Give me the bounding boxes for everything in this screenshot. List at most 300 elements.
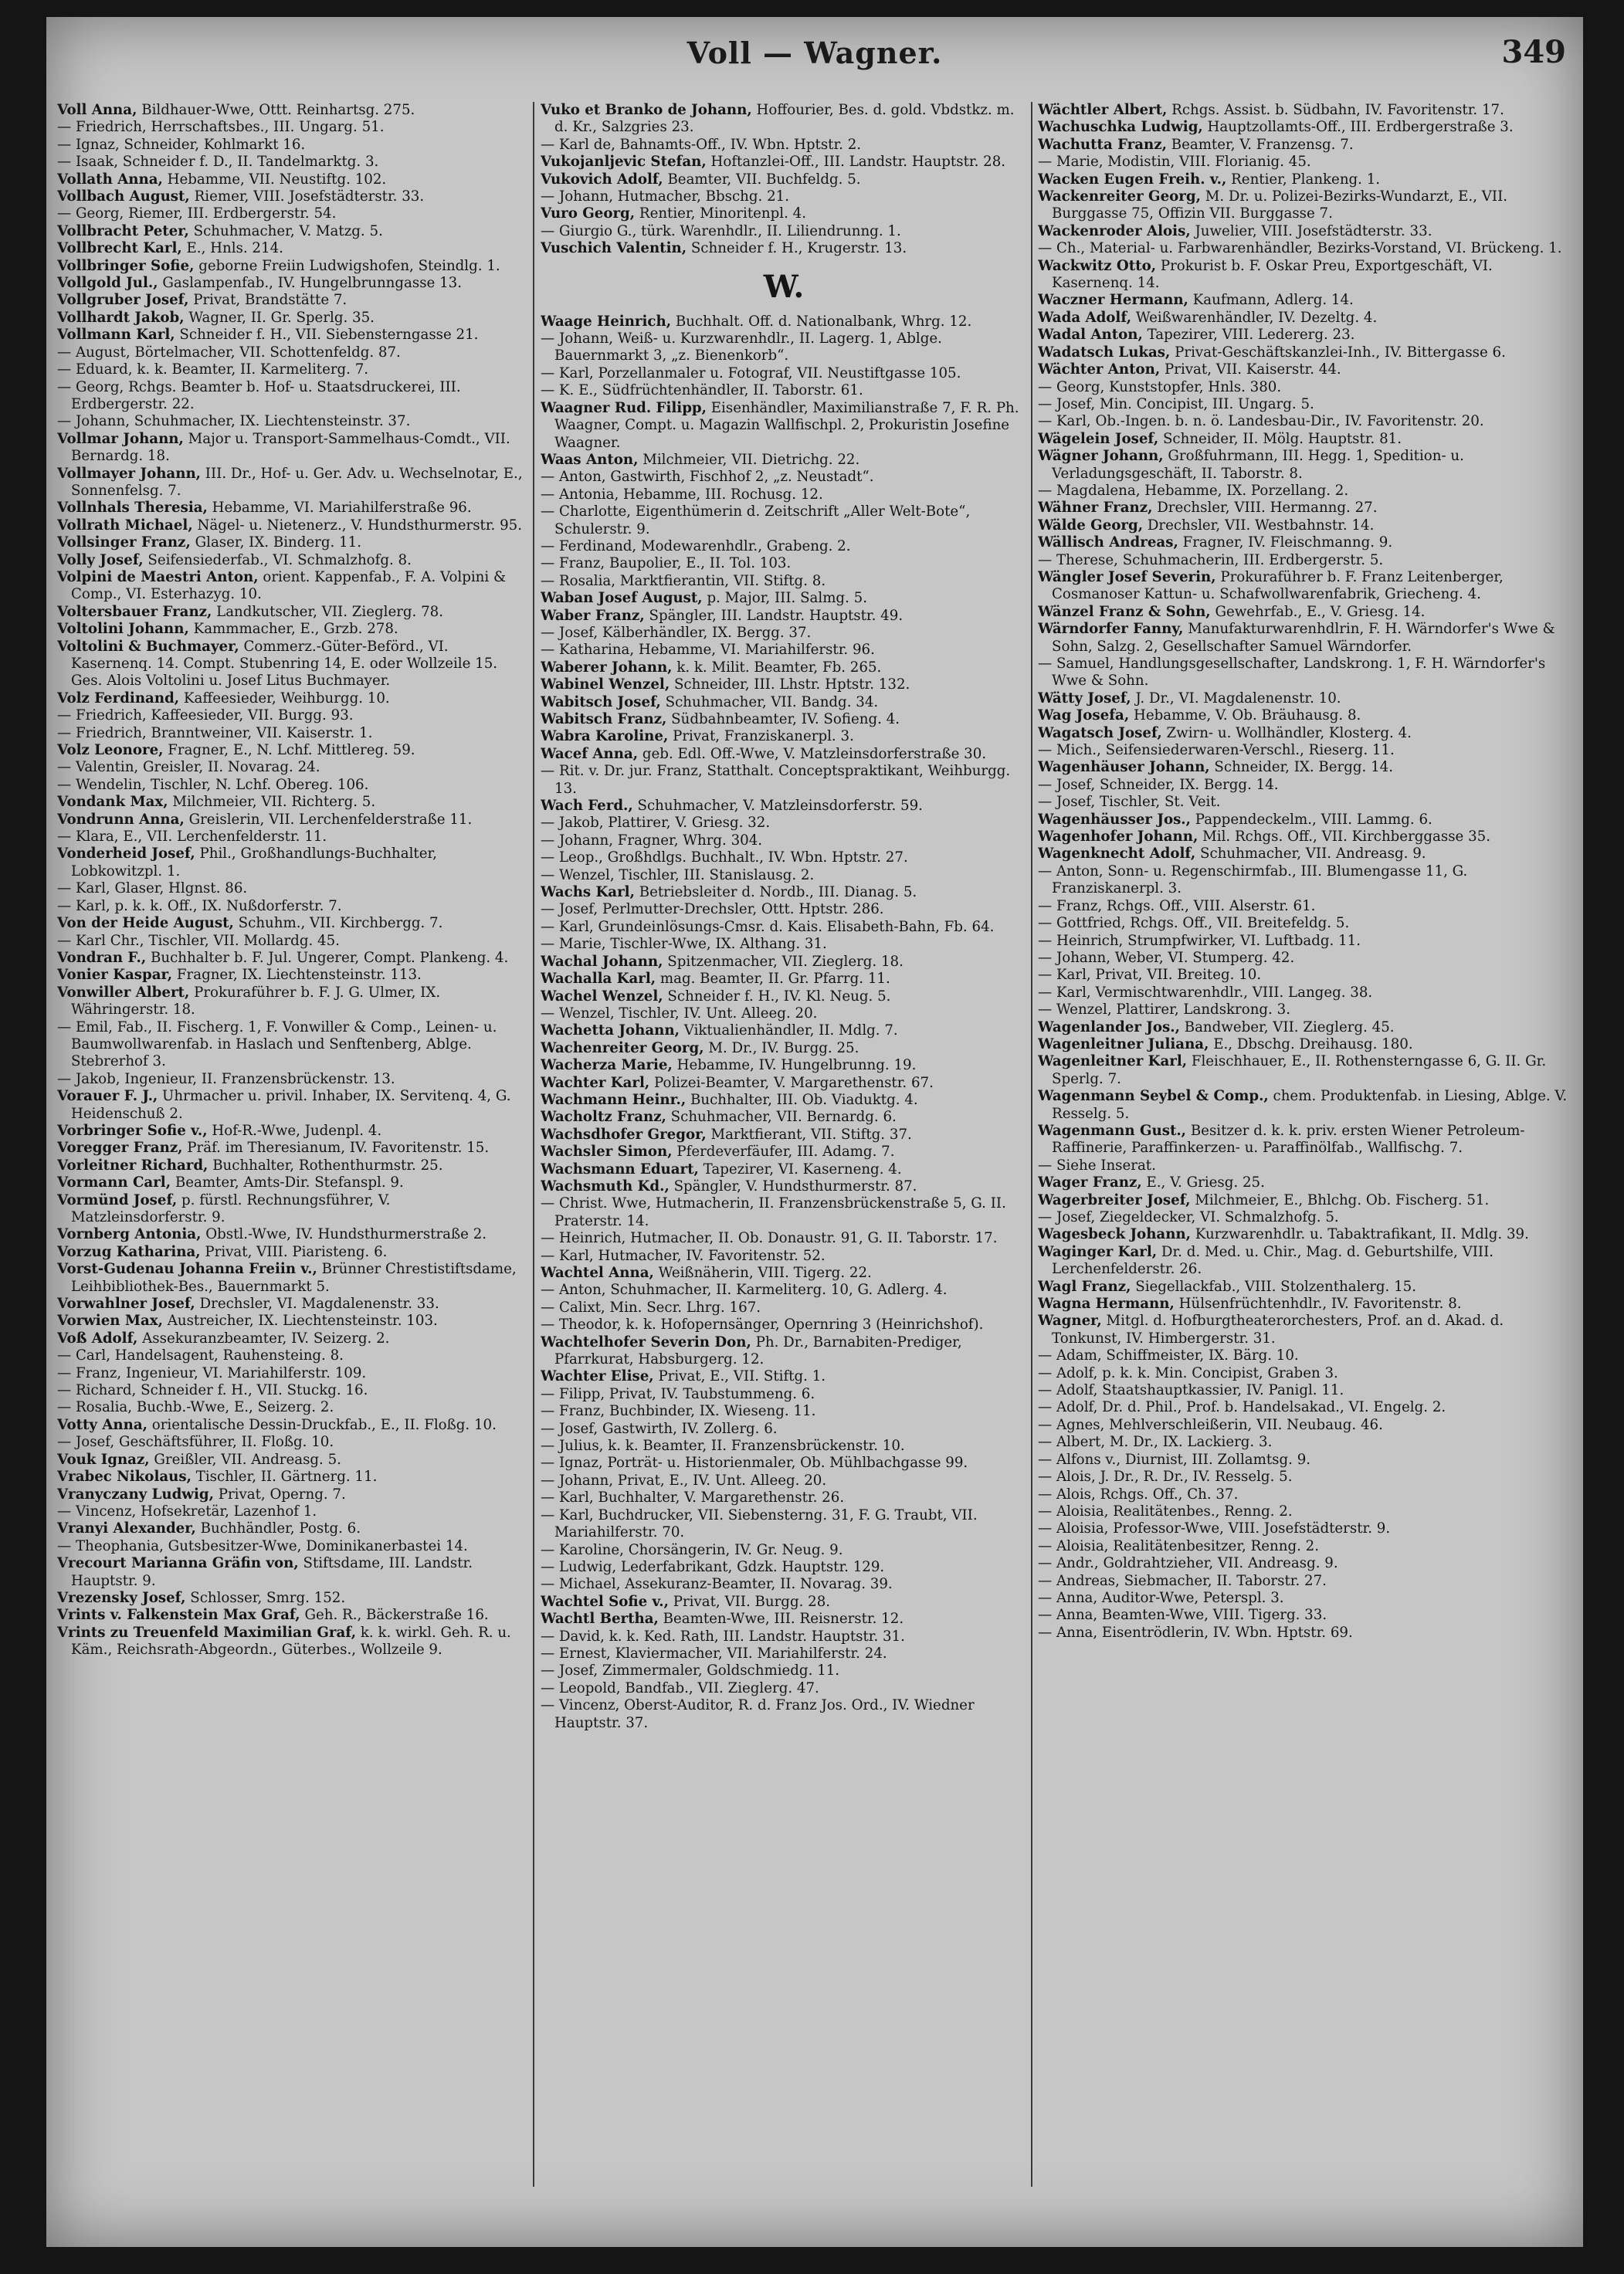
directory-entry xyxy=(57,1123,530,1140)
directory-entry xyxy=(541,711,1027,728)
directory-entry xyxy=(1038,1503,1572,1520)
directory-entry xyxy=(541,1594,1027,1611)
entry-details: Assekuranzbeamter, IV. Seizerg. 2. xyxy=(142,1330,390,1347)
entry-details: Ph. Dr., Barnabiten-Prediger, Pfarrkurat, Habsburgerg. 12. xyxy=(554,1334,962,1368)
entry-name: Vrints v. Falkenstein Max Graf, xyxy=(57,1607,300,1624)
entry-details: Eisenhändler, Maximilianstraße 7, F. R. Ph. Waagner, Compt. u. Magazin Wallfischpl. 2, Prokuristin Josefine Waagner. xyxy=(554,399,1019,451)
page-title: Voll — Wagner. xyxy=(687,36,943,70)
directory-entry xyxy=(541,452,1027,469)
entry-details: — Richard, Schneider f. H., VII. Stuckg. 16. xyxy=(57,1382,368,1399)
entry-name: Wackwitz Otto, xyxy=(1038,257,1157,274)
entry-details: — Ch., Material- u. Farbwarenhändler, Bezirks-Vorstand, VI. Brückeng. 1. xyxy=(1038,240,1562,257)
directory-entry xyxy=(541,746,1027,763)
directory-entry xyxy=(541,884,1027,901)
directory-entry xyxy=(1038,1555,1572,1572)
entry-details: — Franz, Buchbinder, IX. Wieseng. 11. xyxy=(541,1403,816,1420)
directory-entry xyxy=(1038,1157,1572,1174)
entry-details: Landkutscher, VII. Zieglerg. 78. xyxy=(216,603,444,620)
directory-entry xyxy=(541,469,1027,486)
entry-details: — Albert, M. Dr., IX. Lackierg. 3. xyxy=(1038,1434,1273,1451)
entry-name: Wachtelhofer Severin Don, xyxy=(541,1334,751,1351)
entry-details: Commerz.-Güter-Beförd., VI. Kasernenq. 14. Compt. Stubenring 14, E. oder Wollzeile 15. Ges. Alois Voltolini u. Josef Litus Buchmayer. xyxy=(71,638,498,690)
entry-name: Wag Josefa, xyxy=(1038,707,1130,724)
entry-name: Wächter Anton, xyxy=(1038,361,1161,378)
entry-name: Wabitsch Franz, xyxy=(541,711,667,727)
entry-details: Schuhmacher, VII. Bandg. 34. xyxy=(665,693,879,710)
entry-details: — Vincenz, Oberst-Auditor, R. d. Franz Jos. Ord., IV. Wiedner Hauptstr. 37. xyxy=(541,1697,975,1731)
entry-details: Spitzenmacher, VII. Zieglerg. 18. xyxy=(667,953,904,970)
directory-entry xyxy=(1038,500,1572,517)
entry-name: Wagenhofer Johann, xyxy=(1038,829,1199,846)
entry-details: — Anna, Beamten-Wwe, VIII. Tigerg. 33. xyxy=(1038,1607,1327,1624)
directory-entry xyxy=(541,382,1027,399)
entry-details: E., Dbschg. Dreihausg. 180. xyxy=(1213,1035,1413,1052)
entry-name: Vouk Ignaz, xyxy=(57,1451,150,1468)
entry-details: Major u. Transport-Sammelhaus-Comdt., VII. Bernardg. 18. xyxy=(71,430,510,465)
directory-entry xyxy=(541,1438,1027,1455)
entry-details: Großfuhrmann, III. Hegg. 1, Spedition- u. Verladungsgeschäft, II. Taborstr. 8. xyxy=(1052,448,1464,482)
directory-entry xyxy=(1038,119,1572,136)
entry-details: Milchmeier, VII. Richterg. 5. xyxy=(172,794,376,811)
entry-details: Glaser, IX. Binderg. 11. xyxy=(195,534,361,551)
entry-name: Waber Franz, xyxy=(541,607,645,624)
entry-name: Vollath Anna, xyxy=(57,171,163,188)
entry-name: Wachsmann Eduart, xyxy=(541,1161,699,1178)
directory-column-1 xyxy=(57,102,530,2218)
directory-entry xyxy=(1038,431,1572,448)
entry-name: Wächtler Albert, xyxy=(1038,102,1168,118)
directory-entry xyxy=(1038,327,1572,344)
entry-details: Kaufmann, Adlerg. 14. xyxy=(1192,292,1354,309)
directory-entry xyxy=(541,1075,1027,1092)
entry-name: Vollrath Michael, xyxy=(57,517,193,534)
entry-name: Voß Adolf, xyxy=(57,1330,138,1347)
directory-entry xyxy=(1038,361,1572,378)
entry-name: Wachtl Bertha, xyxy=(541,1611,659,1628)
entry-details: Kammmacher, E., Grzb. 278. xyxy=(193,621,398,638)
entry-details: — Friedrich, Branntweiner, VII. Kaiserstr. 1. xyxy=(57,724,373,741)
directory-entry xyxy=(57,1503,530,1520)
directory-entry xyxy=(541,1697,1027,1732)
entry-details: — Adolf, Staatshauptkassier, IV. Panigl. 11. xyxy=(1038,1382,1344,1399)
entry-details: Südbahnbeamter, IV. Sofieng. 4. xyxy=(671,711,900,727)
directory-entry xyxy=(1038,483,1572,500)
entry-details: — Ignaz, Porträt- u. Historienmaler, Ob. Mühlbachgasse 99. xyxy=(541,1455,968,1472)
entry-details: Hebamme, VII. Neustiftg. 102. xyxy=(167,171,387,188)
directory-entry xyxy=(541,223,1027,240)
entry-details: Greislerin, VII. Lerchenfelderstraße 11. xyxy=(188,811,473,828)
entry-details: Polizei-Beamter, V. Margarethenstr. 67. xyxy=(654,1074,934,1091)
entry-details: Beamter, VII. Buchfeldg. 5. xyxy=(667,171,861,188)
directory-entry xyxy=(541,1265,1027,1282)
directory-entry xyxy=(1038,1192,1572,1209)
entry-name: Waagner Rud. Filipp, xyxy=(541,399,707,416)
entry-details: — Georg, Kunststopfer, Hnls. 380. xyxy=(1038,378,1282,395)
entry-details: — Josef, Min. Concipist, III. Ungarg. 5. xyxy=(1038,395,1314,412)
entry-name: Voltersbauer Franz, xyxy=(57,603,212,620)
entry-name: Vranyczany Ludwig, xyxy=(57,1486,214,1503)
entry-details: — Andr., Goldrahtzieher, VII. Andreasg. 9. xyxy=(1038,1555,1338,1572)
entry-name: Voltolini & Buchmayer, xyxy=(57,638,239,655)
directory-entry xyxy=(57,1071,530,1088)
entry-details: Milchmeier, VII. Dietrichg. 22. xyxy=(642,451,860,468)
directory-entry xyxy=(1038,223,1572,240)
entry-details: Phil., Großhandlungs-Buchhalter, Lobkowitzpl. 1. xyxy=(71,846,437,879)
directory-entry xyxy=(1038,1625,1572,1642)
directory-entry xyxy=(1038,1607,1572,1624)
entry-details: Tapezirer, VI. Kaserneng. 4. xyxy=(703,1161,902,1178)
entry-details: — Emil, Fab., II. Fischerg. 1, F. Vonwiller & Comp., Leinen- u. Baumwollwarenfab. in Haslach und Senftenberg, Ablge. Stebrerhof 3. xyxy=(57,1018,497,1070)
entry-details: — Julius, k. k. Beamter, II. Franzensbrückenstr. 10. xyxy=(541,1438,905,1455)
entry-name: Wada Adolf, xyxy=(1038,309,1132,326)
entry-details: — Leopold, Bandfab., VII. Zieglerg. 47. xyxy=(541,1679,819,1696)
entry-details: — Ferdinand, Modewarenhdlr., Grabeng. 2. xyxy=(541,537,851,554)
directory-entry xyxy=(541,1300,1027,1317)
directory-entry xyxy=(57,188,530,205)
page-header xyxy=(46,31,1583,77)
entry-name: Wägelein Josef, xyxy=(1038,430,1159,447)
entry-name: Vrezensky Josef, xyxy=(57,1589,186,1606)
directory-entry xyxy=(541,1161,1027,1178)
entry-details: Fleischhauer, E., II. Rothensterngasse 6, G. II. Gr. Sperlg. 7. xyxy=(1052,1053,1547,1087)
entry-name: Vormünd Josef, xyxy=(57,1191,178,1208)
directory-entry xyxy=(541,728,1027,745)
entry-details: Viktualienhändler, II. Mdlg. 7. xyxy=(683,1022,898,1039)
directory-entry xyxy=(57,846,530,880)
directory-entry xyxy=(541,240,1027,257)
entry-details: Nägel- u. Nietenerz., V. Hundsthurmerstr. 95. xyxy=(197,517,523,534)
entry-name: Wägner Johann, xyxy=(1038,448,1164,465)
entry-details: Schneider f. H., IV. Kl. Neug. 5. xyxy=(667,988,891,1005)
entry-details: — Jakob, Ingenieur, II. Franzensbrückenstr. 13. xyxy=(57,1070,395,1087)
entry-name: Vorleitner Richard, xyxy=(57,1157,209,1174)
entry-details: Schuhmacher, VII. Andreasg. 9. xyxy=(1200,846,1426,862)
directory-entry xyxy=(57,967,530,984)
directory-entry xyxy=(1038,1347,1572,1364)
entry-details: — Katharina, Hebamme, VI. Mariahilferstr. 96. xyxy=(541,642,875,659)
entry-details: Milchmeier, E., Bhlchg. Ob. Fischerg. 51. xyxy=(1195,1191,1490,1208)
entry-details: Dr. d. Med. u. Chir., Mag. d. Geburtshilfe, VIII. Lerchenfelderstr. 26. xyxy=(1052,1243,1494,1278)
entry-details: E., V. Griesg. 25. xyxy=(1146,1174,1265,1191)
entry-details: Fragner, IX. Liechtensteinstr. 113. xyxy=(176,967,422,984)
entry-name: Wachtel Anna, xyxy=(541,1265,654,1281)
entry-name: Wachal Johann, xyxy=(541,953,663,970)
directory-entry xyxy=(57,950,530,967)
entry-name: Vorzug Katharina, xyxy=(57,1243,201,1260)
entry-details: — Aloisia, Realitätenbes., Renng. 2. xyxy=(1038,1503,1293,1520)
directory-entry xyxy=(57,119,530,136)
directory-entry xyxy=(541,971,1027,988)
entry-details: — Franz, Baupolier, E., II. Tol. 103. xyxy=(541,555,792,572)
entry-name: Vollmayer Johann, xyxy=(57,465,201,482)
entry-details: — Karl, Buchhalter, V. Margarethenstr. 26. xyxy=(541,1489,845,1506)
entry-name: Vrecourt Marianna Gräfin von, xyxy=(57,1555,299,1572)
directory-entry xyxy=(1038,863,1572,898)
directory-entry xyxy=(541,137,1027,154)
entry-details: geborne Freiin Ludwigshofen, Steindlg. 1. xyxy=(198,257,500,274)
entry-details: — Alfons v., Diurnist, III. Zollamtsg. 9. xyxy=(1038,1451,1311,1468)
directory-entry xyxy=(541,590,1027,607)
entry-details: Brünner Chrestistiftsdame, Leihbibliothek-Bes., Bauernmarkt 5. xyxy=(71,1261,517,1295)
entry-details: Spängler, V. Hundsthurmerstr. 87. xyxy=(673,1178,917,1195)
entry-details: — Rit. v. Dr. jur. Franz, Statthalt. Conceptspraktikant, Weihburgg. 13. xyxy=(541,763,1011,797)
entry-details: Drechsler, VII. Westbahnstr. 14. xyxy=(1147,517,1375,534)
entry-details: Spängler, III. Landstr. Hauptstr. 49. xyxy=(649,607,904,624)
entry-details: Schneider f. H., Krugerstr. 13. xyxy=(690,240,907,257)
directory-entry xyxy=(57,379,530,414)
directory-entry xyxy=(541,1628,1027,1645)
entry-details: Kurzwarenhdlr. u. Tabaktrafikant, II. Mdlg. 39. xyxy=(1195,1226,1529,1243)
directory-entry xyxy=(1038,379,1572,396)
directory-entry xyxy=(57,1520,530,1537)
directory-entry xyxy=(1038,604,1572,621)
entry-details: Privat, Operng. 7. xyxy=(218,1486,346,1503)
entry-details: Hebamme, VI. Mariahilferstraße 96. xyxy=(212,500,472,517)
entry-name: Wachs Karl, xyxy=(541,884,635,901)
entry-name: Waage Heinrich, xyxy=(541,313,672,330)
directory-entry xyxy=(541,1022,1027,1039)
entry-name: Vollnhals Theresia, xyxy=(57,500,208,517)
entry-details: Rentier, Minoritenpl. 4. xyxy=(639,205,806,222)
entry-details: orientalische Dessin-Druckfab., E., II. Floßg. 10. xyxy=(151,1416,497,1433)
directory-entry xyxy=(541,763,1027,798)
directory-entry xyxy=(1038,915,1572,932)
directory-entry xyxy=(57,1417,530,1434)
entry-details: p. Major, III. Salmg. 5. xyxy=(707,590,867,607)
directory-entry xyxy=(57,517,530,534)
entry-details: Mil. Rchgs. Off., VII. Kirchberggasse 35. xyxy=(1202,829,1491,846)
entry-details: — Johann, Hutmacher, Bbschg. 21. xyxy=(541,188,790,205)
entry-details: Prokurist b. F. Oskar Preu, Exportgeschäft, VI. Kasernenq. 14. xyxy=(1052,257,1493,292)
entry-name: Wabra Karoline, xyxy=(541,728,669,745)
directory-entry xyxy=(1038,448,1572,483)
directory-entry xyxy=(57,777,530,794)
directory-entry xyxy=(1038,1244,1572,1279)
directory-entry xyxy=(1038,171,1572,188)
directory-entry xyxy=(57,1313,530,1330)
directory-entry xyxy=(57,431,530,466)
entry-name: Wälde Georg, xyxy=(1038,517,1144,534)
directory-entry xyxy=(1038,413,1572,430)
directory-entry xyxy=(541,1507,1027,1542)
entry-name: Wackenroder Alois, xyxy=(1038,222,1191,239)
entry-details: Drechsler, VIII. Hermanng. 27. xyxy=(1157,500,1378,517)
entry-details: — Antonia, Hebamme, III. Rochusg. 12. xyxy=(541,486,823,503)
directory-entry xyxy=(57,137,530,154)
directory-entry xyxy=(57,310,530,327)
directory-entry xyxy=(1038,1486,1572,1503)
entry-name: Wachmann Heinr., xyxy=(541,1091,687,1108)
directory-entry xyxy=(1038,621,1572,656)
directory-entry xyxy=(57,1226,530,1243)
entry-details: Beamter, Amts-Dir. Stefanspl. 9. xyxy=(175,1174,404,1191)
entry-details: Schlosser, Smrg. 152. xyxy=(190,1589,346,1606)
entry-details: — Andreas, Siebmacher, II. Taborstr. 27. xyxy=(1038,1572,1327,1589)
directory-entry xyxy=(57,466,530,500)
directory-entry xyxy=(1038,1174,1572,1191)
entry-details: Präf. im Theresianum, IV. Favoritenstr. 15. xyxy=(187,1140,490,1157)
entry-details: — Magdalena, Hebamme, IX. Porzellang. 2. xyxy=(1038,482,1349,499)
entry-details: Greißler, VII. Andreasg. 5. xyxy=(154,1451,341,1468)
entry-details: J. Dr., VI. Magdalenenstr. 10. xyxy=(1135,690,1341,707)
directory-entry xyxy=(541,1611,1027,1628)
entry-details: — Filipp, Privat, IV. Taubstummeng. 6. xyxy=(541,1385,815,1402)
entry-name: Vuschich Valentin, xyxy=(541,240,687,257)
entry-name: Wagatsch Josef, xyxy=(1038,724,1162,741)
directory-entry xyxy=(1038,812,1572,829)
entry-details: Schneider f. H., VII. Siebensterngasse 21. xyxy=(179,327,479,344)
entry-details: Fragner, E., N. Lchf. Mittlereg. 59. xyxy=(168,742,415,759)
entry-details: — Therese, Schuhmacherin, III. Erdbergerstr. 5. xyxy=(1038,551,1384,568)
directory-entry xyxy=(541,1576,1027,1593)
entry-details: Beamten-Wwe, III. Reisnerstr. 12. xyxy=(663,1611,904,1628)
entry-details: — Adolf, p. k. k. Min. Concipist, Graben 3. xyxy=(1038,1364,1338,1381)
directory-entry xyxy=(1038,1296,1572,1313)
directory-entry xyxy=(541,642,1027,659)
entry-details: — Karl, Privat, VII. Breiteg. 10. xyxy=(1038,967,1262,984)
entry-details: — Josef, Ziegeldecker, VI. Schmalzhofg. 5. xyxy=(1038,1209,1339,1225)
entry-details: orient. Kappenfab., F. A. Volpini & Comp., VI. Esterhazyg. 10. xyxy=(71,568,507,603)
entry-details: Buchhalt. Off. d. Nationalbank, Whrg. 12. xyxy=(675,313,972,330)
directory-entry xyxy=(541,954,1027,971)
entry-details: — Johann, Schuhmacher, IX. Liechtensteinstr. 37. xyxy=(57,413,411,430)
directory-entry xyxy=(541,1092,1027,1109)
directory-entry xyxy=(541,205,1027,222)
directory-entry xyxy=(57,1296,530,1313)
entry-details: — Wenzel, Tischler, III. Stanislausg. 2. xyxy=(541,866,815,883)
entry-details: Prokuraführer b. F. J. G. Ulmer, IX. Währingerstr. 18. xyxy=(71,984,441,1018)
directory-entry xyxy=(1038,1382,1572,1399)
entry-details: — Johann, Privat, E., IV. Unt. Alleeg. 20. xyxy=(541,1472,827,1489)
directory-entry xyxy=(541,486,1027,503)
entry-details: Bildhauer-Wwe, Ottt. Reinhartsg. 275. xyxy=(141,102,415,118)
entry-details: — August, Börtelmacher, VII. Schottenfeldg. 87. xyxy=(57,344,401,361)
directory-entry xyxy=(1038,310,1572,327)
entry-name: Vollmar Johann, xyxy=(57,430,184,447)
directory-entry xyxy=(541,1127,1027,1144)
entry-name: Wähner Franz, xyxy=(1038,500,1153,517)
entry-details: — Aloisia, Realitätenbesitzer, Renng. 2. xyxy=(1038,1537,1320,1554)
entry-details: — Friedrich, Kaffeesieder, VII. Burgg. 93. xyxy=(57,707,354,724)
directory-entry xyxy=(57,1140,530,1157)
entry-details: Tischler, II. Gärtnerg. 11. xyxy=(195,1469,378,1486)
directory-entry xyxy=(1038,517,1572,534)
directory-entry xyxy=(57,604,530,621)
directory-entry xyxy=(541,694,1027,711)
directory-entry xyxy=(1038,1573,1572,1590)
directory-entry xyxy=(1038,984,1572,1001)
directory-entry xyxy=(541,901,1027,918)
entry-details: Buchhalter b. F. Jul. Ungerer, Compt. Plankeng. 4. xyxy=(150,949,509,966)
entry-name: Wagenmann Seybel & Comp., xyxy=(1038,1088,1269,1105)
directory-page xyxy=(46,17,1583,2247)
directory-entry xyxy=(57,171,530,188)
entry-name: Wacherza Marie, xyxy=(541,1057,673,1074)
entry-details: — Leop., Großhdlgs. Buchhalt., IV. Wbn. Hptstr. 27. xyxy=(541,849,908,866)
directory-entry xyxy=(1038,1434,1572,1451)
entry-details: — Franz, Rchgs. Off., VIII. Alserstr. 61. xyxy=(1038,897,1316,914)
entry-details: Schuhmacher, V. Matzg. 5. xyxy=(193,222,383,239)
directory-entry xyxy=(1038,1452,1572,1469)
entry-name: Waczner Hermann, xyxy=(1038,292,1188,309)
entry-name: Wager Franz, xyxy=(1038,1174,1142,1191)
entry-details: — Siehe Inserat. xyxy=(1038,1157,1156,1174)
entry-details: — Georg, Rchgs. Beamter b. Hof- u. Staatsdruckerei, III. Erdbergerstr. 22. xyxy=(57,378,461,412)
entry-name: Waas Anton, xyxy=(541,451,639,468)
entry-details: — Carl, Handelsagent, Rauhensteing. 8. xyxy=(57,1347,344,1364)
directory-entry xyxy=(1038,1226,1572,1243)
entry-details: — Alois, J. Dr., R. Dr., IV. Resselg. 5. xyxy=(1038,1469,1293,1486)
directory-entry xyxy=(1038,188,1572,223)
directory-entry xyxy=(57,102,530,119)
entry-details: — Adam, Schiffmeister, IX. Bärg. 10. xyxy=(1038,1347,1299,1364)
entry-name: Wällisch Andreas, xyxy=(1038,534,1178,551)
directory-entry xyxy=(57,690,530,707)
directory-entry xyxy=(57,621,530,638)
directory-entry xyxy=(1038,1469,1572,1486)
directory-entry xyxy=(57,794,530,811)
entry-name: Vollbringer Sofie, xyxy=(57,257,195,274)
entry-name: Wätty Josef, xyxy=(1038,690,1131,707)
directory-entry xyxy=(541,1282,1027,1299)
entry-details: — Josef, Perlmutter-Drechsler, Ottt. Hptstr. 286. xyxy=(541,901,884,918)
entry-details: Tapezirer, VIII. Ledererg. 23. xyxy=(1147,327,1355,344)
directory-entry xyxy=(1038,102,1572,119)
directory-entry xyxy=(1038,1001,1572,1018)
directory-entry xyxy=(541,400,1027,452)
directory-entry xyxy=(541,330,1027,365)
directory-entry xyxy=(1038,794,1572,811)
entry-details: — Vincenz, Hofsekretär, Lazenhof 1. xyxy=(57,1503,317,1520)
directory-entry xyxy=(541,188,1027,205)
entry-details: Gaslampenfab., IV. Hungelbrunngasse 13. xyxy=(162,275,463,292)
entry-details: Siegellackfab., VIII. Stolzenthalerg. 15. xyxy=(1135,1278,1417,1295)
directory-entry xyxy=(57,829,530,846)
directory-entry xyxy=(541,1368,1027,1385)
entry-name: Vollbach August, xyxy=(57,188,190,205)
entry-name: Vollbracht Peter, xyxy=(57,222,189,239)
directory-entry xyxy=(57,1452,530,1469)
entry-details: Wagner, II. Gr. Sperlg. 35. xyxy=(188,309,375,326)
directory-entry xyxy=(57,880,530,897)
entry-name: Wachsler Simon, xyxy=(541,1144,673,1161)
directory-entry xyxy=(541,1040,1027,1057)
directory-entry xyxy=(541,1195,1027,1230)
entry-details: — Anna, Auditor-Wwe, Peterspl. 3. xyxy=(1038,1589,1284,1606)
entry-name: Vollbrecht Karl, xyxy=(57,240,182,257)
directory-entry xyxy=(541,1144,1027,1161)
directory-entry xyxy=(541,1680,1027,1697)
entry-details: — Josef, Zimmermaler, Goldschmiedg. 11. xyxy=(541,1662,840,1679)
column-divider xyxy=(1031,102,1032,2187)
page-number: 349 xyxy=(1501,34,1566,70)
entry-details: Privat, E., VII. Stiftg. 1. xyxy=(658,1368,826,1385)
entry-details: — Johann, Weiß- u. Kurzwarenhdlr., II. Lagerg. 1, Ablge. Bauernmarkt 3, „z. Bienenkorb“. xyxy=(541,330,942,364)
directory-entry xyxy=(57,1469,530,1486)
directory-entry xyxy=(57,1555,530,1590)
entry-details: — Josef, Kälberhändler, IX. Bergg. 37. xyxy=(541,624,812,641)
entry-details: Schneider, III. Lhstr. Hptstr. 132. xyxy=(673,676,910,693)
entry-name: Wackenreiter Georg, xyxy=(1038,188,1201,205)
directory-entry xyxy=(57,413,530,430)
entry-name: Wachtel Sofie v., xyxy=(541,1593,669,1610)
directory-entry xyxy=(57,500,530,517)
entry-name: Wabinel Wenzel, xyxy=(541,676,670,693)
directory-entry xyxy=(1038,1313,1572,1347)
entry-details: Juwelier, VIII. Josefstädterstr. 33. xyxy=(1195,222,1432,239)
directory-entry xyxy=(1038,1365,1572,1382)
entry-details: Buchhalter, Rothenthurmstr. 25. xyxy=(212,1157,443,1174)
